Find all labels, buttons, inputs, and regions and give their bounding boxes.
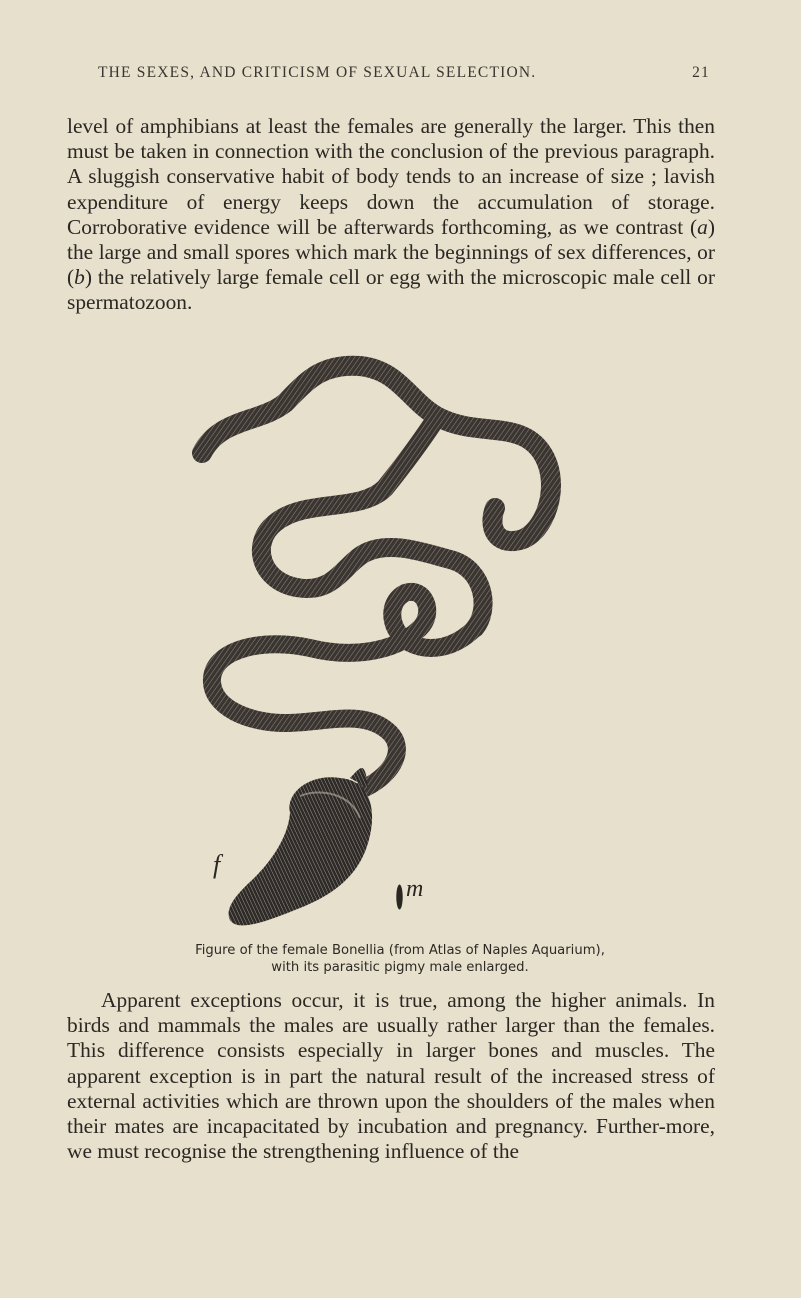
- page-number: 21: [692, 64, 710, 81]
- running-head: [98, 64, 710, 82]
- paragraph-top: [67, 114, 715, 316]
- paragraph-top-text: level of amphibians at least the females are generally the larger. This then must be taken in connection with the conclusion of the previous paragraph. A sluggish conservative habit of body tends to an increase of size ; lavish expenditure of energy keeps down the accumulation of storage. Corroborative evidence will be afterwards forthcoming, as we contrast (a) the large and small spores which mark the beginnings of sex differences, or (b) the relatively large female cell or egg with the microscopic male cell or spermatozoon.: [67, 114, 715, 315]
- pigmy-male-illustration: [396, 884, 403, 910]
- figure-caption: [60, 942, 740, 976]
- proboscis: [202, 366, 551, 788]
- running-head-title: THE SEXES, AND CRITICISM OF SEXUAL SELECTION.: [98, 64, 537, 81]
- caption-line-2: with its parasitic pigmy male enlarged.: [271, 960, 529, 975]
- female-label: f: [213, 850, 221, 879]
- female-body: [229, 768, 373, 925]
- paragraph-bottom: [67, 988, 715, 1164]
- paragraph-bottom-text: Apparent exceptions occur, it is true, among the higher animals. In birds and mammals the males are usually rather larger than the females. This difference consists especially in larger bones and muscles. The apparent exception is in part the natural result of the increased stress of external activities which are thrown upon the shoulders of the males when their mates are incapacitated by incubation and pregnancy. Further-more, we must recognise the strengthening influence of the: [67, 988, 715, 1164]
- male-label: m: [406, 876, 424, 902]
- bonellia-illustration: [190, 348, 570, 943]
- caption-line-1: Figure of the female Bonellia (from Atlas of Naples Aquarium),: [195, 943, 605, 958]
